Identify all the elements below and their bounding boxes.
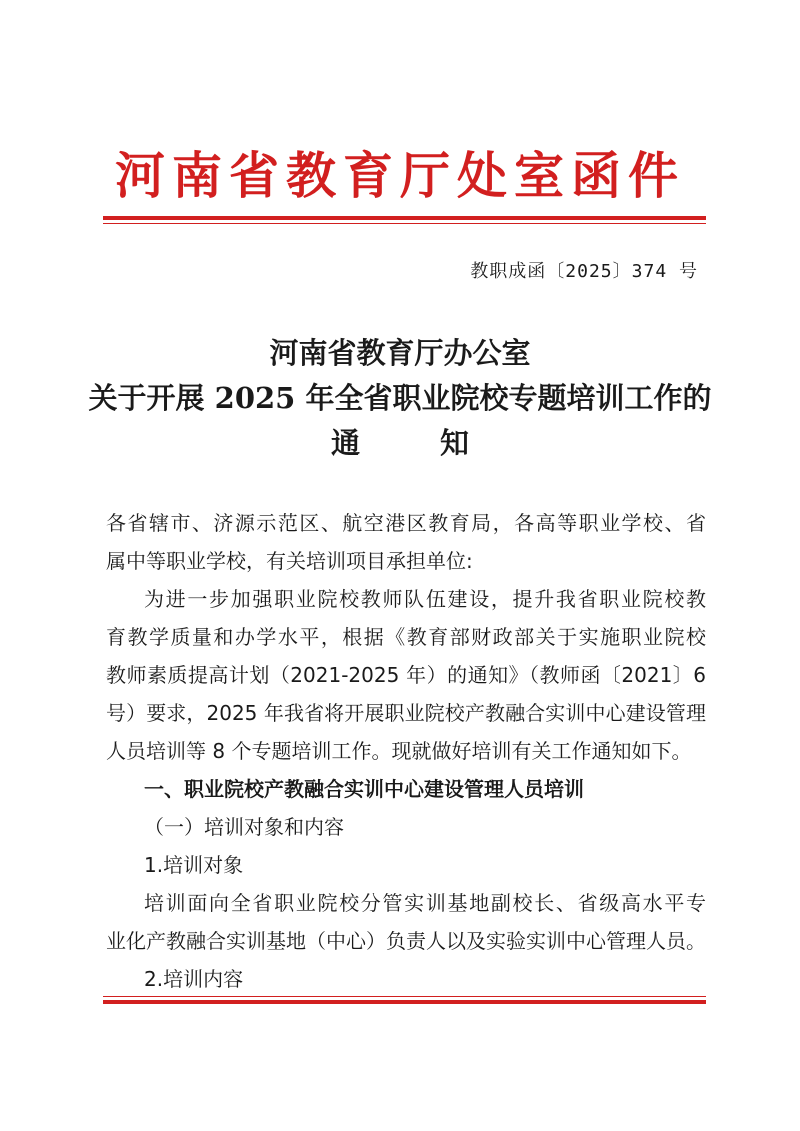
- paragraph-line: 培训面向全省职业院校分管实训基地副校长、省级高水平专: [144, 891, 706, 915]
- document-number: 教职成函〔2025〕374 号: [470, 261, 698, 282]
- doc-title-line-1: 河南省教育厅办公室: [269, 336, 531, 370]
- item-heading-text: 1.培训对象: [144, 853, 244, 877]
- doc-title-word-2: 知: [440, 426, 470, 460]
- doc-title-line-2: 关于开展 2025 年全省职业院校专题培训工作的: [88, 381, 712, 415]
- paragraph-line: 教师素质提高计划（2021-2025 年）的通知》（教师函〔2021〕6: [106, 663, 706, 687]
- addressee: [106, 504, 706, 580]
- footer-divider-thick: [103, 1000, 706, 1004]
- addressee-line: 各省辖市、济源示范区、航空港区教育局，各高等职业学校、省: [106, 511, 706, 535]
- item-heading-1: [106, 846, 706, 884]
- item-heading-text: 2.培训内容: [144, 967, 244, 991]
- addressee-line: 属中等职业学校，有关培训项目承担单位:: [106, 549, 473, 573]
- letterhead-title: 河南省教育厅处室函件: [115, 146, 685, 205]
- paragraph-line: 育教学质量和办学水平，根据《教育部财政部关于实施职业院校: [106, 625, 706, 649]
- footer-divider-thin: [103, 996, 706, 997]
- paragraph-line: 为进一步加强职业院校教师队伍建设，提升我省职业院校教: [144, 587, 706, 611]
- subsection-heading-text: （一）培训对象和内容: [144, 815, 344, 839]
- doc-title-line-3: [0, 421, 800, 462]
- paragraph-line: 人员培训等 8 个专题培训工作。现就做好培训有关工作通知如下。: [106, 739, 692, 763]
- paragraph-audience: [106, 884, 706, 960]
- item-heading-2: [106, 960, 706, 998]
- subsection-heading: [106, 808, 706, 846]
- doc-title-word-1: 通: [330, 426, 360, 460]
- paragraph-line: 号）要求，2025 年我省将开展职业院校产教融合实训中心建设管理: [106, 701, 706, 725]
- section-heading-1: [106, 770, 706, 808]
- header-divider-thick: [103, 216, 706, 220]
- section-heading-text: 一、职业院校产教融合实训中心建设管理人员培训: [144, 777, 584, 801]
- paragraph-line: 业化产教融合实训基地（中心）负责人以及实验实训中心管理人员。: [106, 929, 706, 953]
- header-divider-thin: [103, 223, 706, 224]
- paragraph-intro: [106, 580, 706, 770]
